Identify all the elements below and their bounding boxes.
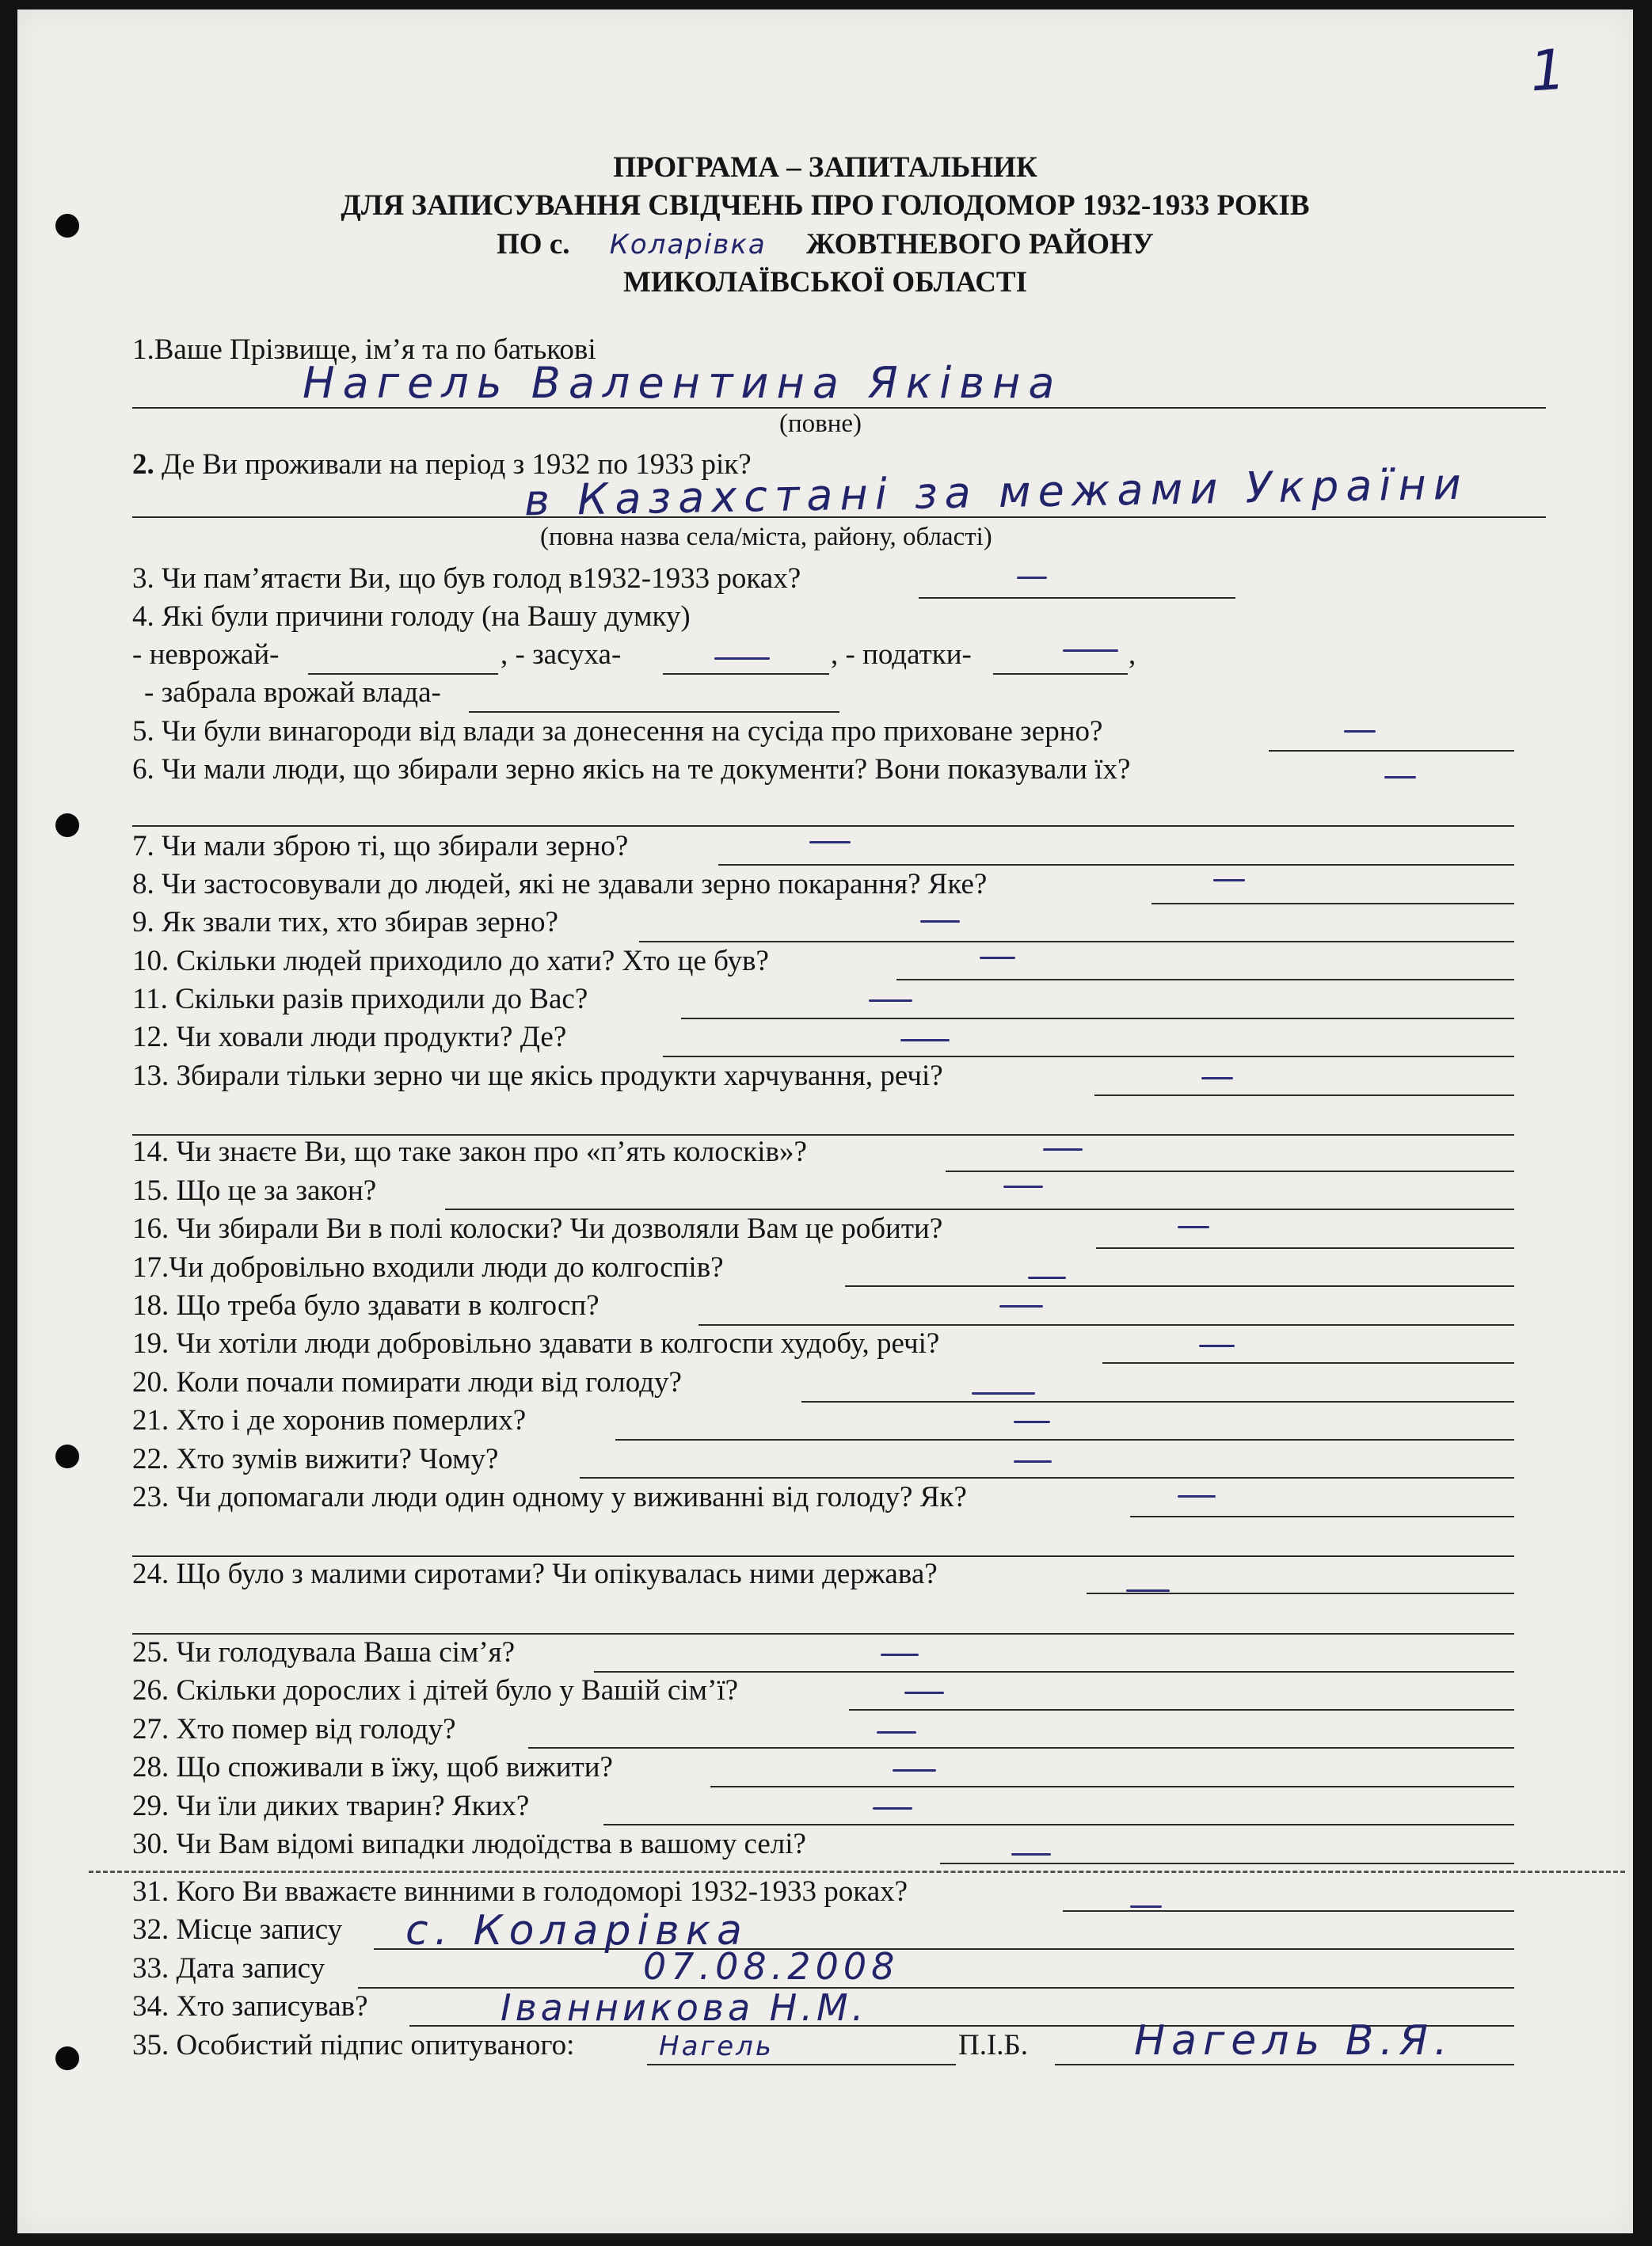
answer-dash-29 bbox=[873, 1807, 912, 1810]
answer-line-4c bbox=[993, 673, 1128, 675]
answer-line-16 bbox=[1096, 1247, 1514, 1249]
answer-line-7 bbox=[718, 864, 1514, 866]
question-13: 13. Збирали тільки зерно чи ще якісь продукти харчування, речі? bbox=[132, 1060, 943, 1092]
answer-dash-20 bbox=[972, 1392, 1035, 1395]
answer-line-5 bbox=[1269, 750, 1514, 752]
answer-line-8 bbox=[1151, 903, 1514, 904]
question-19: 19. Чи хотіли люди добровільно здавати в колгоспи худобу, речі? bbox=[132, 1327, 940, 1360]
village-prefix: ПО с. bbox=[497, 228, 570, 261]
question-21: 21. Хто і де хоронив померлих? bbox=[132, 1404, 527, 1437]
answer-34-handwritten: Іванникова Н.М. bbox=[501, 1986, 868, 2029]
answer-dash-15 bbox=[1003, 1186, 1043, 1188]
answer-line-14 bbox=[946, 1171, 1514, 1172]
answer-line-10 bbox=[896, 979, 1514, 980]
punch-hole bbox=[55, 1445, 79, 1468]
answer-line-28 bbox=[710, 1786, 1514, 1787]
answer-dash-12 bbox=[900, 1039, 950, 1041]
answer-dash-24 bbox=[1126, 1589, 1170, 1592]
punch-hole bbox=[55, 813, 79, 837]
caption-full: (повне) bbox=[779, 409, 862, 438]
question-2-number: 2. bbox=[132, 448, 154, 481]
caption-full-address: (повна назва села/міста, району, області) bbox=[540, 523, 992, 551]
question-30: 30. Чи Вам відомі випадки людоїдства в вашому селі? bbox=[132, 1828, 806, 1860]
question-14: 14. Чи знаєте Ви, що таке закон про «п’ять колосків»? bbox=[132, 1136, 807, 1168]
answer-line-4d bbox=[469, 711, 839, 713]
answer-line-11 bbox=[681, 1018, 1514, 1019]
question-35: 35. Особистий підпис опитуваного: bbox=[132, 2029, 575, 2061]
answer-dash-23 bbox=[1178, 1495, 1216, 1498]
answer-line-4b bbox=[663, 673, 829, 675]
question-23: 23. Чи допомагали люди один одному у виживанні від голоду? Як? bbox=[132, 1481, 967, 1513]
question-32: 32. Місце запису bbox=[132, 1913, 343, 1946]
answer-line-22 bbox=[580, 1477, 1514, 1479]
answer-line-6 bbox=[132, 825, 1514, 827]
cut-line bbox=[89, 1871, 1625, 1873]
answer-dash-7 bbox=[809, 841, 851, 843]
answer-dash-13 bbox=[1201, 1077, 1233, 1079]
pib-handwritten: Нагель В.Я. bbox=[1134, 2017, 1454, 2065]
question-31: 31. Кого Ви вважаєте винними в голодоморі 1932-1933 роках? bbox=[132, 1875, 908, 1908]
question-20: 20. Коли почали помирати люди від голоду? bbox=[132, 1366, 682, 1399]
question-3: 3. Чи пам’ятаєти Ви, що був голод в1932-1933 роках? bbox=[132, 562, 801, 595]
answer-dash-19 bbox=[1199, 1345, 1235, 1347]
question-22: 22. Хто зумів вижити? Чому? bbox=[132, 1443, 499, 1475]
question-2-text: Де Ви проживали на період з 1932 по 1933 рік? bbox=[162, 448, 752, 481]
answer-line-21 bbox=[615, 1439, 1514, 1441]
question-11: 11. Скільки разів приходили до Вас? bbox=[132, 983, 588, 1015]
question-1: 1.Ваше Прізвище, ім’я та по батькові bbox=[132, 333, 596, 366]
option-taxes-label: , - податки- bbox=[831, 638, 972, 671]
signature-line bbox=[647, 2064, 956, 2065]
question-7: 7. Чи мали зброю ті, що збирали зерно? bbox=[132, 830, 629, 862]
question-10: 10. Скільки людей приходило до хати? Хто це був? bbox=[132, 945, 769, 977]
question-12: 12. Чи ховали люди продукти? Де? bbox=[132, 1021, 567, 1053]
form-region: МИКОЛАЇВСЬКОЇ ОБЛАСТІ bbox=[623, 266, 1027, 299]
question-4: 4. Які були причини голоду (на Вашу думку) bbox=[132, 600, 691, 633]
answer-32-handwritten: с. Коларівка bbox=[405, 1907, 748, 1955]
answer-dash-30 bbox=[1011, 1853, 1051, 1856]
question-5: 5. Чи були винагороди від влади за донесення на сусіда про приховане зерно? bbox=[132, 715, 1103, 748]
answer-dash-10 bbox=[980, 957, 1015, 959]
option-seized-label: - забрала врожай влада- bbox=[144, 676, 441, 709]
answer-line-15 bbox=[445, 1209, 1514, 1210]
answer-dash-25 bbox=[881, 1654, 919, 1656]
answer-line-27 bbox=[528, 1747, 1514, 1749]
question-8: 8. Чи застосовували до людей, які не здавали зерно покарання? Яке? bbox=[132, 868, 988, 900]
answer-dash-22 bbox=[1014, 1460, 1052, 1463]
answer-line-17 bbox=[845, 1285, 1514, 1287]
question-27: 27. Хто помер від голоду? bbox=[132, 1713, 456, 1745]
option-drought-label: , - засуха- bbox=[501, 638, 622, 671]
question-26: 26. Скільки дорослих і дітей було у Вашій сім’ї? bbox=[132, 1674, 739, 1707]
answer-dash-18 bbox=[999, 1305, 1043, 1308]
answer-dash-5 bbox=[1344, 730, 1376, 733]
option-crop-failure-label: - неврожай- bbox=[132, 638, 280, 671]
answer-dash-4b bbox=[714, 657, 770, 660]
question-34: 34. Хто записував? bbox=[132, 1990, 368, 2023]
question-25: 25. Чи голодувала Ваша сім’я? bbox=[132, 1636, 516, 1669]
answer-line-12 bbox=[663, 1056, 1514, 1057]
question-9: 9. Як звали тих, хто збирав зерно? bbox=[132, 906, 558, 938]
answer-1-handwritten: Нагель Валентина Яківна bbox=[303, 358, 1063, 408]
answer-dash-8 bbox=[1213, 879, 1245, 881]
question-24: 24. Що було з малими сиротами? Чи опікувалась ними держава? bbox=[132, 1558, 938, 1590]
question-6: 6. Чи мали люди, що збирали зерно якісь на те документи? Вони показували їх? bbox=[132, 753, 1131, 786]
answer-33-handwritten: 07.08.2008 bbox=[643, 1945, 900, 1988]
answer-dash-14 bbox=[1043, 1148, 1083, 1151]
answer-dash-16 bbox=[1178, 1226, 1209, 1228]
answer-line-24b bbox=[132, 1633, 1514, 1635]
form-location-line bbox=[17, 227, 1633, 261]
answer-line-23 bbox=[1130, 1516, 1514, 1517]
answer-line-25 bbox=[594, 1671, 1514, 1673]
questionnaire-page bbox=[17, 10, 1633, 2233]
answer-line-20 bbox=[801, 1401, 1514, 1403]
answer-2-handwritten: в Казахстані за межами України bbox=[523, 459, 1469, 526]
question-18: 18. Що треба було здавати в колгосп? bbox=[132, 1289, 600, 1322]
answer-line-3 bbox=[919, 597, 1235, 599]
answer-line-30 bbox=[940, 1863, 1514, 1864]
answer-line-4a bbox=[308, 673, 498, 675]
form-title: ПРОГРАМА – ЗАПИТАЛЬНИК bbox=[613, 151, 1037, 184]
answer-line-31 bbox=[1063, 1910, 1514, 1912]
question-16: 16. Чи збирали Ви в полі колоски? Чи дозволяли Вам це робити? bbox=[132, 1212, 943, 1245]
question-33: 33. Дата запису bbox=[132, 1952, 325, 1985]
answer-dash-17 bbox=[1028, 1277, 1066, 1279]
answer-line-19 bbox=[1102, 1362, 1514, 1364]
answer-line-26 bbox=[849, 1709, 1514, 1711]
answer-dash-11 bbox=[869, 999, 912, 1002]
answer-line-24 bbox=[1087, 1593, 1514, 1594]
page-number: 1 bbox=[1528, 36, 1568, 105]
answer-dash-21 bbox=[1014, 1421, 1050, 1423]
answer-dash-26 bbox=[904, 1692, 944, 1694]
pib-label: П.І.Б. bbox=[958, 2029, 1029, 2061]
answer-dash-4c bbox=[1063, 649, 1118, 652]
answer-line-18 bbox=[698, 1324, 1514, 1326]
punch-hole bbox=[55, 2046, 79, 2070]
answer-dash-28 bbox=[893, 1769, 936, 1772]
question-17: 17.Чи добровільно входили люди до колгоспів? bbox=[132, 1251, 724, 1284]
question-15: 15. Що це за закон? bbox=[132, 1174, 377, 1207]
question-28: 28. Що споживали в їжу, щоб вижити? bbox=[132, 1751, 613, 1783]
answer-line-9 bbox=[639, 941, 1514, 942]
answer-line-13 bbox=[1094, 1094, 1514, 1096]
answer-dash-31 bbox=[1130, 1905, 1162, 1908]
answer-dash-3 bbox=[1017, 577, 1047, 579]
answer-line-29 bbox=[603, 1824, 1514, 1825]
question-29: 29. Чи їли диких тварин? Яких? bbox=[132, 1790, 530, 1822]
respondent-signature: Нагель bbox=[659, 2031, 774, 2062]
answer-dash-6 bbox=[1384, 776, 1416, 778]
form-subtitle: ДЛЯ ЗАПИСУВАННЯ СВІДЧЕНЬ ПРО ГОЛОДОМОР 1932-1933 РОКІВ bbox=[341, 189, 1310, 222]
village-handwritten: Коларівка bbox=[609, 229, 767, 261]
option-taxes-comma: , bbox=[1129, 638, 1136, 671]
district-suffix: ЖОВТНЕВОГО РАЙОНУ bbox=[806, 228, 1154, 261]
answer-dash-27 bbox=[877, 1731, 916, 1734]
answer-dash-9 bbox=[920, 920, 960, 923]
